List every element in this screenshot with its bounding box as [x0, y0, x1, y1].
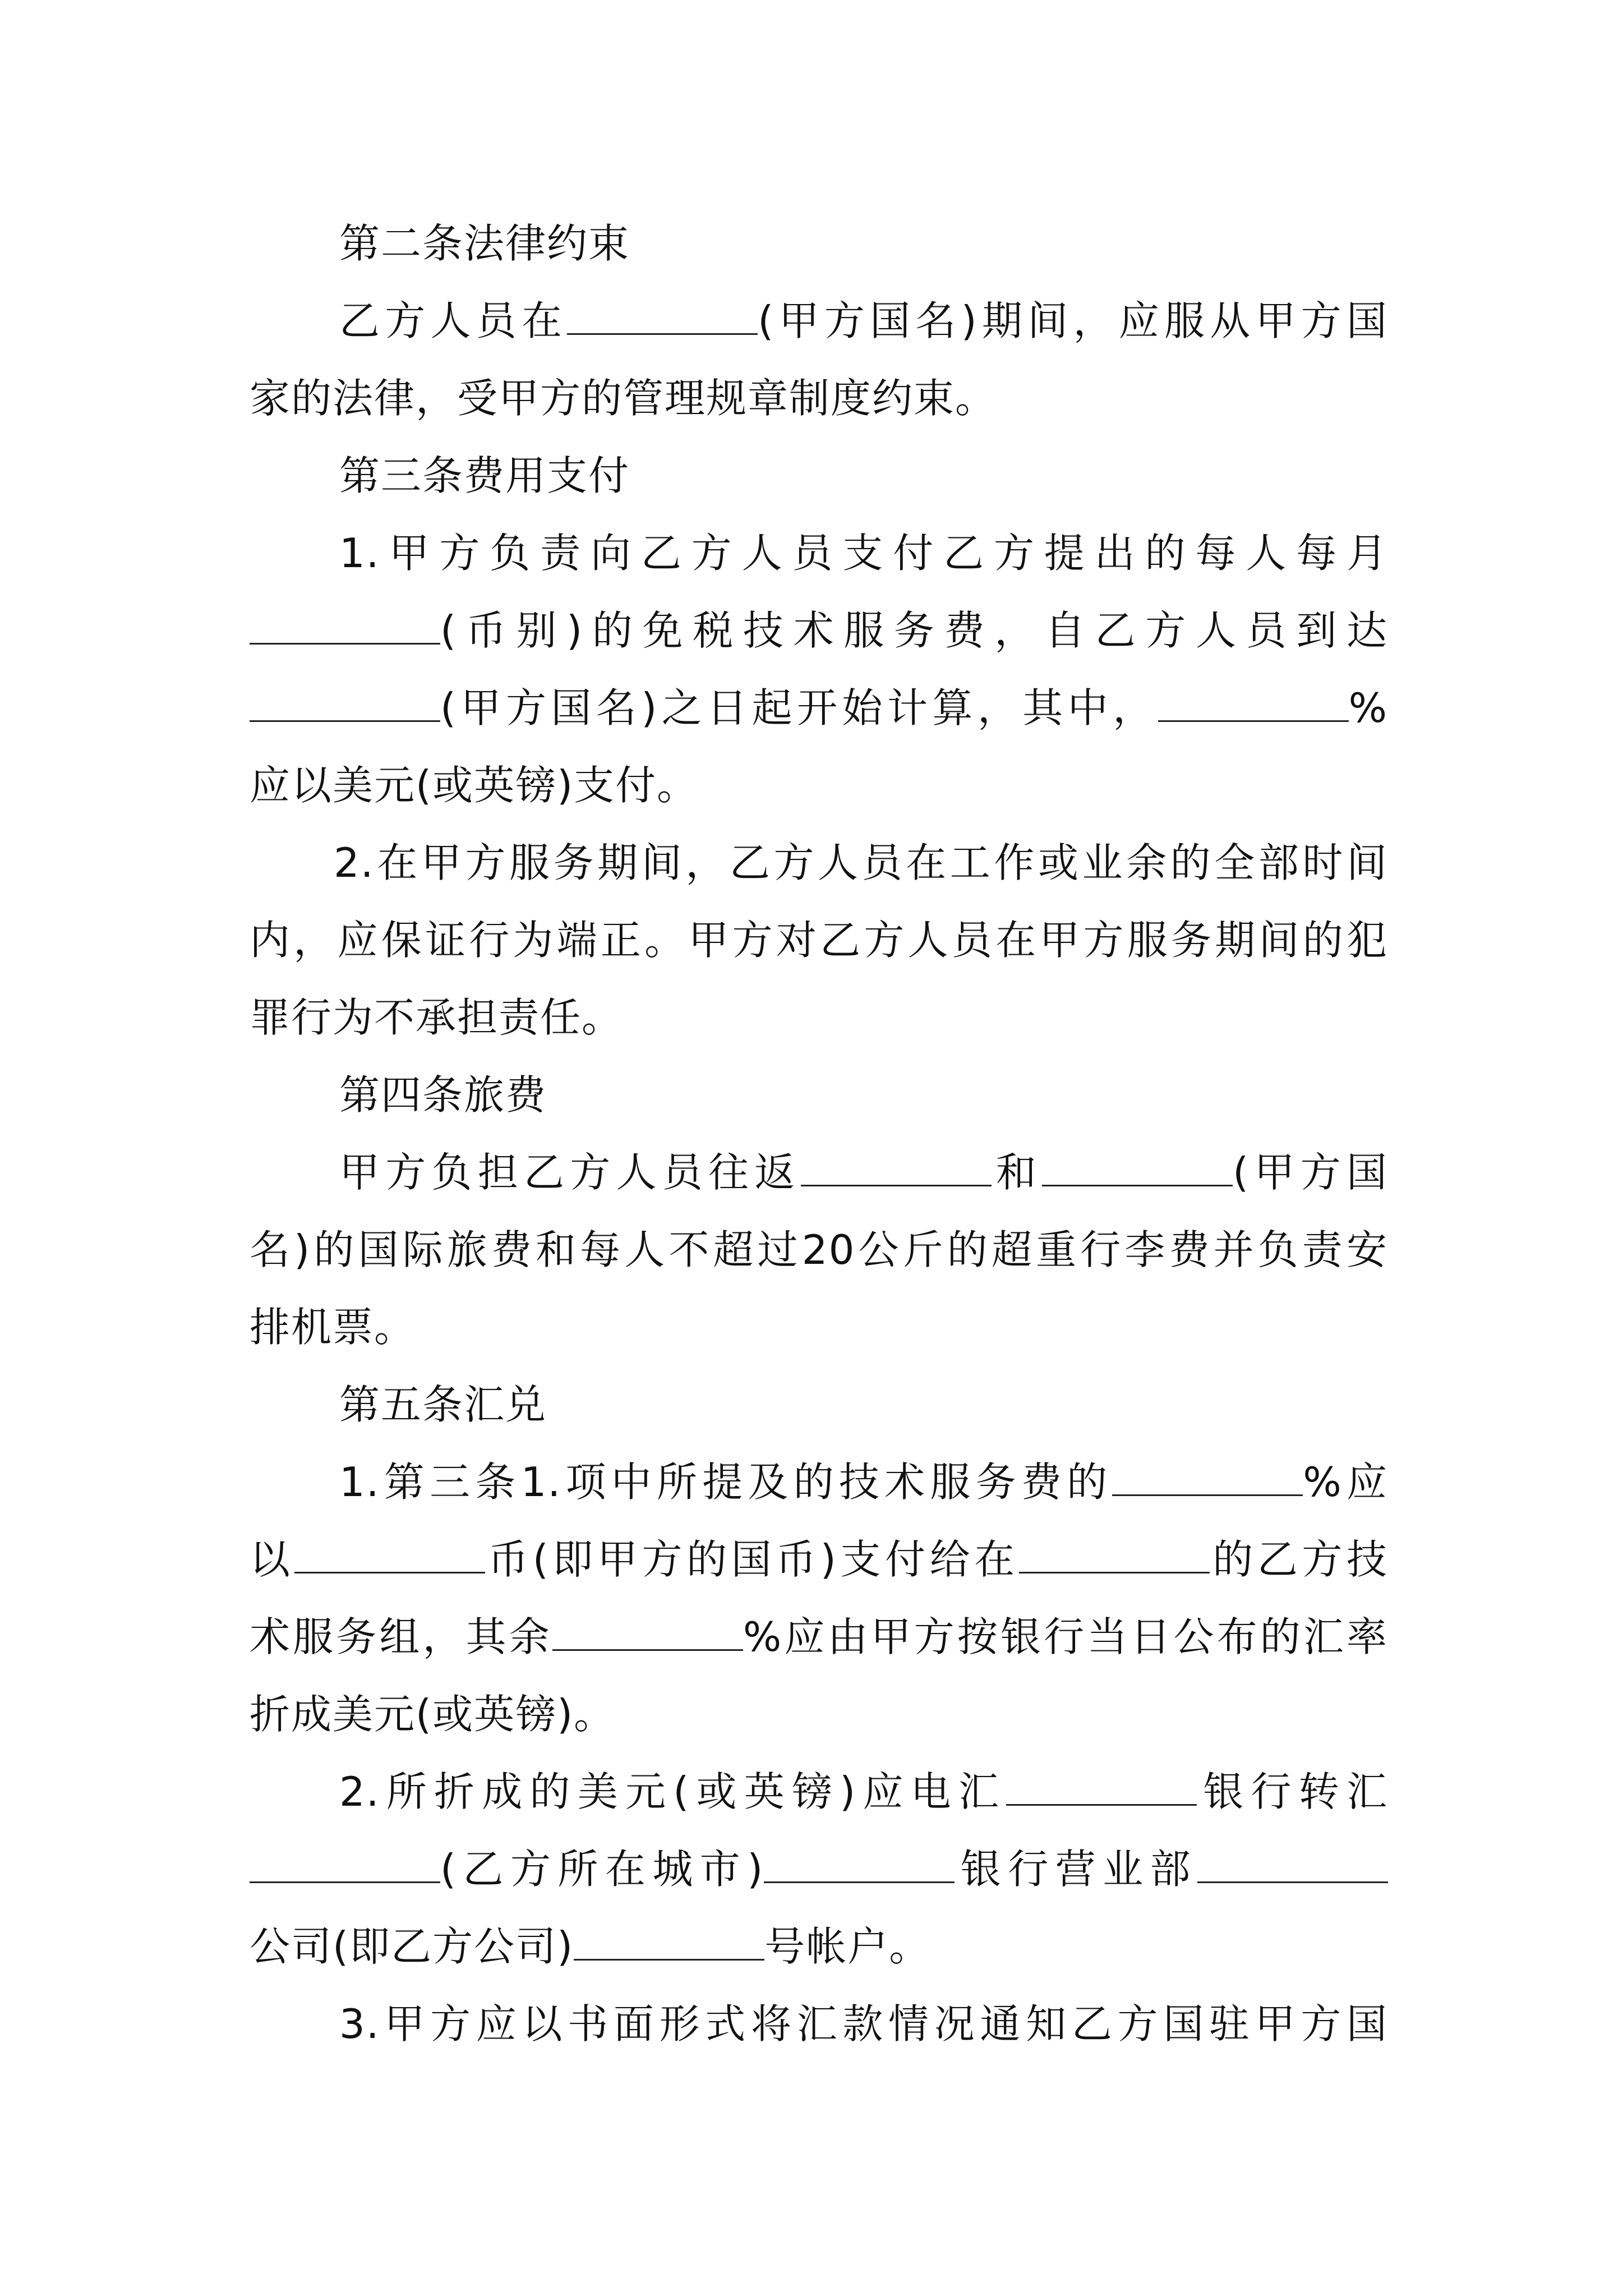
paragraph-line: 折成美元(或英镑)。	[250, 1691, 616, 1738]
fill-blank[interactable]	[1197, 1848, 1388, 1883]
fill-blank[interactable]	[294, 1538, 485, 1573]
fill-blank[interactable]	[250, 609, 440, 645]
fill-blank[interactable]	[801, 1151, 992, 1186]
paragraph-line: 1.第三条1.项中所提及的技术服务费的 %应	[339, 1458, 1388, 1506]
paragraph-line: 家的法律，受甲方的管理规章制度约束。	[250, 375, 997, 422]
fill-blank[interactable]	[1112, 1461, 1303, 1496]
paragraph-line: (甲方国名)之日起开始计算，其中， %	[250, 680, 1388, 736]
paragraph-line: 罪行为不承担责任。	[250, 994, 624, 1041]
article-5-heading: 第五条汇兑	[339, 1381, 547, 1428]
fill-blank[interactable]	[250, 687, 440, 722]
fill-blank[interactable]	[764, 1848, 955, 1883]
paragraph-line: 术服务组，其余 %应由甲方按银行当日公布的汇率	[250, 1613, 1388, 1660]
fill-blank[interactable]	[1158, 687, 1349, 722]
fill-blank[interactable]	[250, 1848, 440, 1883]
paragraph-line: 应以美元(或英镑)支付。	[250, 762, 699, 809]
paragraph-line: 排机票。	[250, 1304, 416, 1351]
article-3-heading: 第三条费用支付	[339, 452, 630, 499]
paragraph-line: 名)的国际旅费和每人不超过20公斤的超重行李费并负责安	[250, 1226, 1388, 1273]
fill-blank[interactable]	[552, 1616, 743, 1651]
article-2-heading: 第二条法律约束	[339, 220, 630, 267]
paragraph-line: 内，应保证行为端正。甲方对乙方人员在甲方服务期间的犯	[250, 917, 1388, 964]
paragraph-line: 甲方负担乙方人员往返 和 (甲方国	[339, 1149, 1388, 1196]
paragraph-line: 2.在甲方服务期间，乙方人员在工作或业余的全部时间	[334, 839, 1388, 886]
fill-blank[interactable]	[574, 1925, 764, 1961]
paragraph-line: 2.所折成的美元(或英镑)应电汇 银行转汇	[339, 1768, 1388, 1815]
article-4-heading: 第四条旅费	[339, 1071, 547, 1119]
fill-blank[interactable]	[1042, 1151, 1233, 1186]
paragraph-line: (乙方所在城市) 银行营业部	[250, 1841, 1388, 1897]
fill-blank[interactable]	[1006, 1770, 1197, 1806]
paragraph-line: 1.甲方负责向乙方人员支付乙方提出的每人每月	[339, 530, 1388, 577]
fill-blank[interactable]	[567, 300, 758, 335]
paragraph-line: (币别)的免税技术服务费，自乙方人员到达	[250, 602, 1388, 659]
paragraph-line: 乙方人员在 (甲方国名)期间，应服从甲方国	[339, 297, 1388, 344]
fill-blank[interactable]	[1019, 1538, 1210, 1573]
paragraph-line: 3.甲方应以书面形式将汇款情况通知乙方国驻甲方国	[339, 2000, 1388, 2047]
paragraph-line: 公司(即乙方公司) 号帐户。	[250, 1923, 931, 1970]
paragraph-line: 以 币(即甲方的国币)支付给在 的乙方技	[250, 1536, 1388, 1583]
